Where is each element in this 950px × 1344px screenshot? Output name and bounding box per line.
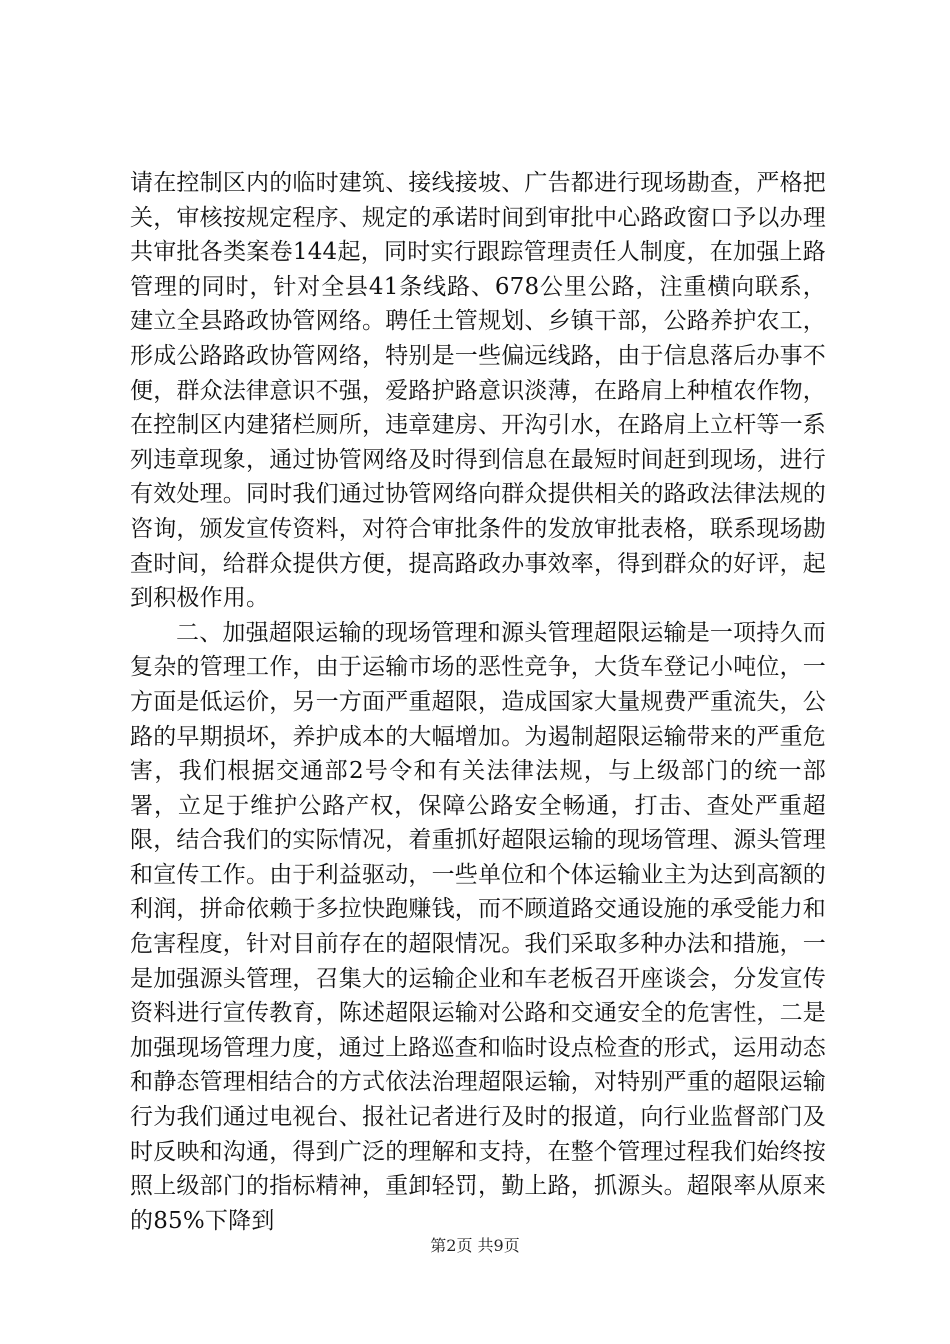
paragraph-1: 请在控制区内的临时建筑、接线接坡、广告都进行现场勘查，严格把关，审核按规定程序、规定的承诺时间到审批中心路政窗口予以办理共审批各类案卷144起，同时实行跟踪管理责任人制度，在加强上路管理的同时，针对全县41条线路、678公里公路，注重横向联系，建立全县路政协管网络。聘任土管规划、乡镇干部，公路养护农工，形成公路路政协管网络，特别是一些偏远线路，由于信息落后办事不便，群众法律意识不强，爱路护路意识淡薄，在路肩上种植农作物，在控制区内建猪栏厕所，违章建房、开沟引水，在路肩上立杆等一系列违章现象，通过协管网络及时得到信息在最短时间赶到现场，进行有效处理。同时我们通过协管网络向群众提供相关的路政法律法规的咨询，颁发宣传资料，对符合审批条件的发放审批表格，联系现场勘查时间，给群众提供方便，提高路政办事效率，得到群众的好评，起到积极作用。 [130, 170, 826, 612]
page-footer: 第2页 共9页 [430, 1236, 520, 1255]
document-body [130, 166, 826, 1238]
paragraph-2: 二、加强超限运输的现场管理和源头管理超限运输是一项持久而复杂的管理工作，由于运输市场的恶性竞争，大货车登记小吨位，一方面是低运价，另一方面严重超限，造成国家大量规费严重流失，公路的早期损坏，养护成本的大幅增加。为遏制超限运输带来的严重危害，我们根据交通部2号令和有关法律法规，与上级部门的统一部署，立足于维护公路产权，保障公路安全畅通，打击、查处严重超限，结合我们的实际情况，着重抓好超限运输的现场管理、源头管理和宣传工作。由于利益驱动，一些单位和个体运输业主为达到高额的利润，拼命依赖于多拉快跑赚钱，而不顾道路交通设施的承受能力和危害程度，针对目前存在的超限情况。我们采取多种办法和措施，一是加强源头管理，召集大的运输企业和车老板召开座谈会，分发宣传资料进行宣传教育，陈述超限运输对公路和交通安全的危害性，二是加强现场管理力度，通过上路巡查和临时设点检查的形式，运用动态和静态管理相结合的方式依法治理超限运输，对特别严重的超限运输行为我们通过电视台、报社记者进行及时的报道，向行业监督部门及时反映和沟通，得到广泛的理解和支持，在整个管理过程我们始终按照上级部门的指标精神，重卸轻罚，勤上路，抓源头。超限率从原来的85%下降到 [130, 619, 826, 1234]
